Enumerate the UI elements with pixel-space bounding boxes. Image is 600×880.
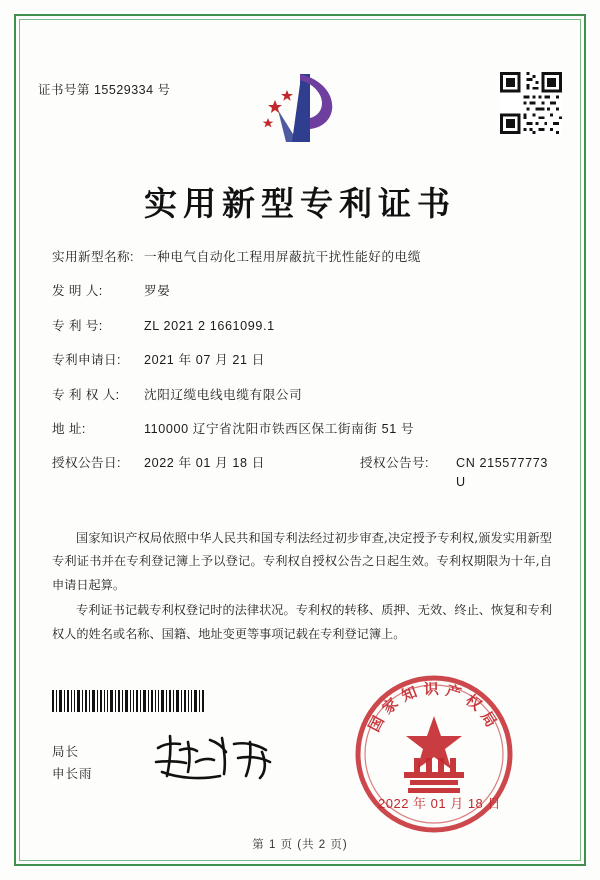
seal-date: 2022 年 01 月 18 日 [378, 796, 501, 811]
field-label-name: 实用新型名称: [52, 250, 134, 264]
svg-text:知: 知 [398, 682, 420, 706]
svg-text:局: 局 [477, 708, 501, 731]
svg-text:识: 识 [423, 679, 440, 699]
certificate-number: 证书号第 15529334 号 [38, 83, 171, 97]
field-row [52, 317, 552, 336]
svg-text:国: 国 [364, 713, 388, 735]
svg-text:权: 权 [462, 690, 486, 715]
field-label-grant-no: 授权公告号: [360, 456, 429, 471]
signature-block [52, 742, 93, 786]
field-row [52, 351, 552, 370]
field-row-grant [52, 454, 552, 492]
handwritten-signature-icon [150, 728, 280, 788]
director-name: 申长雨 [52, 766, 93, 781]
field-value-address: 110000 辽宁省沈阳市铁西区保工街南街 51 号 [144, 421, 415, 436]
field-label-inventor: 发 明 人: [52, 284, 103, 299]
field-label-patentee: 专 利 权 人: [52, 387, 120, 402]
paragraph-1: 国家知识产权局依照中华人民共和国专利法经过初步审查,决定授予专利权,颁发实用新型专利证书并在专利登记簿上予以登记。专利权自授权公告之日起生效。专利权期限为十年,自申请日起算。 [52, 531, 552, 592]
barcode-icon [52, 690, 204, 712]
field-label-patent-no: 专 利 号: [52, 318, 103, 333]
svg-text:家: 家 [378, 694, 402, 718]
field-label-grant-date: 授权公告日: [52, 456, 121, 471]
field-row [52, 386, 552, 405]
field-label-address: 地 址: [52, 421, 86, 436]
fields-block [52, 248, 552, 508]
field-label-filing-date: 专利申请日: [52, 353, 121, 368]
page-title: 实用新型专利证书 [144, 184, 456, 223]
field-value-name: 一种电气自动化工程用屏蔽抗干扰性能好的电缆 [144, 250, 422, 264]
field-row [52, 248, 552, 267]
field-row [52, 420, 552, 439]
field-value-grant-date: 2022 年 01 月 18 日 [144, 456, 265, 471]
page-number: 第 1 页 (共 2 页) [252, 839, 348, 851]
field-value-patentee: 沈阳辽缆电线电缆有限公司 [144, 387, 303, 402]
field-value-grant-no: CN 215577773 U [456, 456, 548, 490]
director-label: 局长 [52, 745, 80, 759]
svg-text:产: 产 [443, 681, 464, 703]
legal-text-block [52, 527, 552, 648]
field-row [52, 282, 552, 301]
field-value-filing-date: 2021 年 07 月 21 日 [144, 353, 265, 368]
cnipa-logo-icon [248, 70, 352, 146]
field-value-inventor: 罗晏 [144, 284, 171, 299]
paragraph-2: 专利证书记载专利权登记时的法律状况。专利权的转移、质押、无效、终止、恢复和专利权人的姓名或名称、国籍、地址变更等事项记载在专利登记簿上。 [52, 603, 552, 641]
qr-code-icon [500, 72, 562, 134]
field-value-patent-no: ZL 2021 2 1661099.1 [144, 318, 275, 333]
